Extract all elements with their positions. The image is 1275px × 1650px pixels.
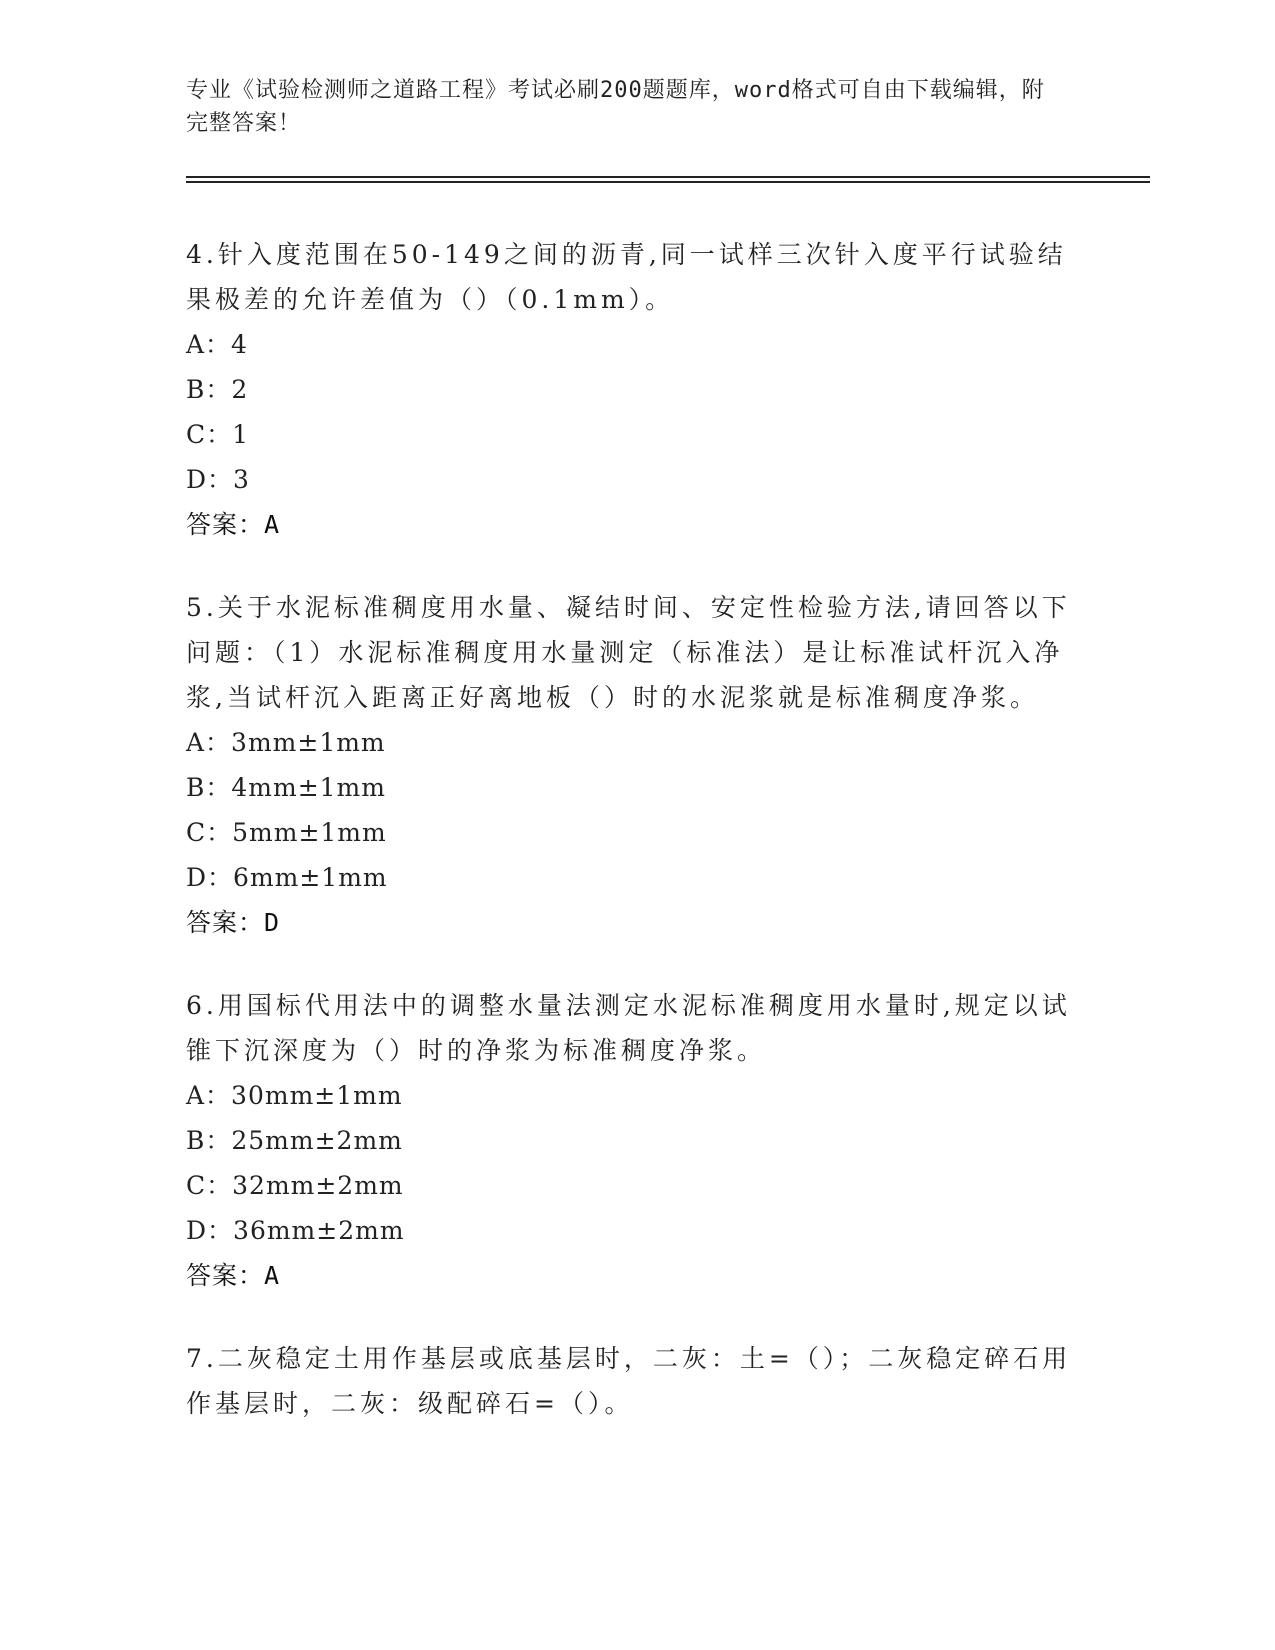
option-a: A：4 <box>186 330 248 359</box>
option-c: C：5mm±1mm <box>186 818 387 847</box>
question-stem: 4.针入度范围在50-149之间的沥青,同一试样三次针入度平行试验结果极差的允许差值为（）（0.1mm）。 <box>186 240 1067 314</box>
option-b: B：4mm±1mm <box>186 773 386 802</box>
option-d: D：6mm±1mm <box>186 863 388 892</box>
option-c: C：32mm±2mm <box>186 1171 404 1200</box>
option-b: B：25mm±2mm <box>186 1126 403 1155</box>
answer: 答案：A <box>186 1261 281 1290</box>
question-stem: 5.关于水泥标准稠度用水量、凝结时间、安定性检验方法,请回答以下问题：（1）水泥标准稠度用水量测定（标准法）是让标准试杆沉入净浆,当试杆沉入距离正好离地板（）时的水泥浆就是标准稠度净浆。 <box>186 593 1071 712</box>
rule-line-top <box>186 176 1150 178</box>
option-b: B：2 <box>186 375 249 404</box>
answer: 答案：A <box>186 510 281 539</box>
option-a: A：30mm±1mm <box>186 1081 403 1110</box>
option-d: D：3 <box>186 465 250 494</box>
document-header: 专业《试验检测师之道路工程》考试必刷200题题库，word格式可自由下载编辑，附完整答案！ <box>186 78 1045 136</box>
rule-line-bottom <box>186 181 1150 183</box>
question-7 <box>186 1336 1076 1426</box>
question-6 <box>186 983 1076 1298</box>
option-d: D：36mm±2mm <box>186 1216 405 1245</box>
question-list <box>186 232 1076 1464</box>
answer: 答案：D <box>186 908 281 937</box>
header-double-rule <box>186 176 1150 186</box>
question-5 <box>186 585 1076 945</box>
question-stem: 6.用国标代用法中的调整水量法测定水泥标准稠度用水量时,规定以试锥下沉深度为（）时的净浆为标准稠度净浆。 <box>186 991 1071 1065</box>
option-a: A：3mm±1mm <box>186 728 386 757</box>
question-4 <box>186 232 1076 547</box>
option-c: C：1 <box>186 420 250 449</box>
question-stem: 7.二灰稳定土用作基层或底基层时，二灰：土=（）；二灰稳定碎石用作基层时，二灰：级配碎石=（）。 <box>186 1344 1072 1418</box>
